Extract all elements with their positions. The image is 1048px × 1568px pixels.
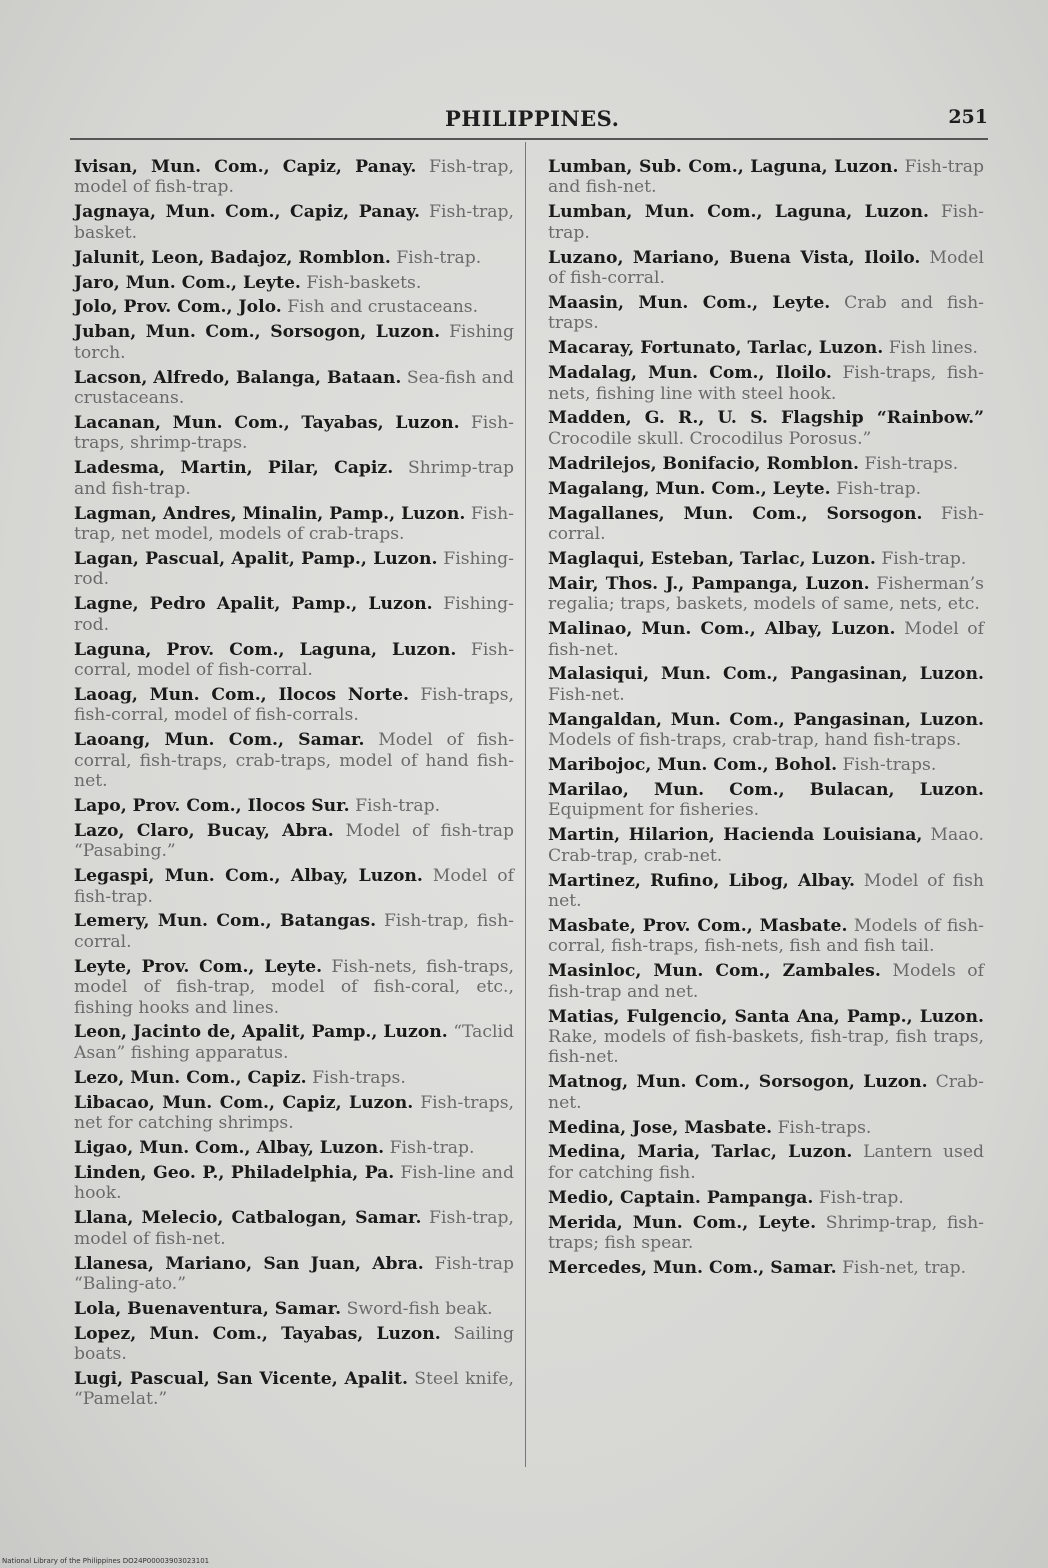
- index-entry: [548, 825, 984, 866]
- index-entry: [74, 1324, 514, 1365]
- index-entry: [548, 961, 984, 1002]
- entry-name: Lazo, Claro, Bucay, Abra.: [74, 820, 334, 841]
- entry-name: Llanesa, Mariano, San Juan, Abra.: [74, 1253, 424, 1274]
- entry-description: Fish-trap.: [818, 1187, 904, 1208]
- scan-credit: National Library of the Philippines DO24P00003903023101: [2, 1557, 210, 1565]
- entry-name: Lopez, Mun. Com., Tayabas, Luzon.: [74, 1323, 441, 1344]
- entry-description: Fish-traps, shrimp-traps.: [74, 412, 514, 454]
- entry-description: Fish-trap, basket.: [74, 202, 514, 243]
- entry-description: Fishing torch.: [74, 322, 514, 363]
- entry-description: Fish-net.: [548, 684, 625, 705]
- entry-description: Models of fish-corral, fish-traps, fish-nets, fish and fish tail.: [548, 915, 984, 957]
- index-entry: [548, 755, 984, 775]
- entry-description: Fish-trap.: [548, 202, 984, 243]
- entry-name: Martinez, Rufino, Libog, Albay.: [548, 870, 856, 891]
- index-entry: [548, 871, 984, 912]
- index-entry: [74, 1022, 514, 1063]
- index-entry: [548, 408, 984, 449]
- left-column: [74, 157, 514, 1414]
- entry-name: Madden, G. R., U. S. Flagship “Rainbow.”: [548, 408, 984, 429]
- entry-name: Maribojoc, Mun. Com., Bohol.: [548, 755, 838, 776]
- entry-name: Lagan, Pascual, Apalit, Pamp., Luzon.: [74, 548, 438, 569]
- entry-name: Lagman, Andres, Minalin, Pamp., Luzon.: [74, 503, 466, 524]
- entry-description: Model of fish net.: [548, 870, 984, 911]
- entry-description: Shrimp-trap, fish-traps; fish spear.: [548, 1212, 984, 1254]
- index-entry: [548, 664, 984, 705]
- entry-description: Fish-traps.: [842, 755, 937, 776]
- index-entry: [74, 248, 514, 268]
- entry-name: Legaspi, Mun. Com., Albay, Luzon.: [74, 866, 423, 887]
- index-entry: [548, 574, 984, 615]
- entry-name: Jagnaya, Mun. Com., Capiz, Panay.: [74, 202, 420, 223]
- entry-description: Model of fish-net.: [548, 619, 984, 660]
- entry-description: Fish-corral, model of fish-corral.: [74, 639, 515, 680]
- entry-name: Medio, Captain. Pampanga.: [548, 1187, 814, 1208]
- entry-name: Merida, Mun. Com., Leyte.: [548, 1212, 817, 1233]
- entry-description: Fish-traps.: [312, 1067, 406, 1088]
- index-entry: [74, 1093, 514, 1134]
- entry-description: Fish-traps, fish-nets, fishing line with steel hook.: [548, 363, 984, 404]
- entry-name: Jaro, Mun. Com., Leyte.: [74, 272, 301, 293]
- index-entry: [74, 957, 514, 1018]
- index-entry: [548, 1007, 984, 1068]
- entry-name: Lagne, Pedro Apalit, Pamp., Luzon.: [74, 594, 433, 615]
- entry-name: Laguna, Prov. Com., Laguna, Luzon.: [74, 639, 457, 660]
- index-entry: [74, 1254, 514, 1295]
- index-entry: [74, 594, 514, 635]
- entry-name: Ladesma, Martin, Pilar, Capiz.: [74, 458, 394, 479]
- entry-name: Linden, Geo. P., Philadelphia, Pa.: [74, 1162, 395, 1183]
- entry-description: Crab and fish-traps.: [548, 292, 984, 334]
- entry-description: Fish-traps, fish-corral, model of fish-corrals.: [74, 684, 514, 726]
- index-entry: [548, 479, 984, 499]
- page-header: [0, 104, 1048, 134]
- entry-description: Fish-traps.: [864, 453, 959, 474]
- entry-name: Mair, Thos. J., Pampanga, Luzon.: [548, 573, 870, 594]
- entry-name: Masbate, Prov. Com., Masbate.: [548, 915, 848, 936]
- running-title: PHILIPPINES.: [445, 106, 620, 131]
- entry-name: Medina, Jose, Masbate.: [548, 1117, 773, 1138]
- entry-name: Leyte, Prov. Com., Leyte.: [74, 956, 323, 977]
- entry-name: Malasiqui, Mun. Com., Pangasinan, Luzon.: [548, 664, 984, 685]
- entry-description: Fish-trap, model of fish-trap.: [74, 157, 515, 198]
- entry-name: Marilao, Mun. Com., Bulacan, Luzon.: [548, 779, 984, 800]
- entry-description: Fish-trap.: [355, 795, 441, 816]
- entry-name: Medina, Maria, Tarlac, Luzon.: [548, 1142, 853, 1163]
- entry-name: Mangaldan, Mun. Com., Pangasinan, Luzon.: [548, 709, 984, 730]
- entry-description: Crab-net.: [548, 1072, 984, 1113]
- index-entry: [548, 619, 984, 660]
- entry-description: Fish lines.: [888, 338, 978, 359]
- entry-description: Model of fish-trap.: [74, 866, 515, 907]
- entry-name: Maglaqui, Esteban, Tarlac, Luzon.: [548, 548, 876, 569]
- entry-name: Maasin, Mun. Com., Leyte.: [548, 292, 831, 313]
- index-entry: [74, 685, 514, 726]
- index-entry: [548, 1072, 984, 1113]
- entry-description: Fish-trap “Baling-ato.”: [74, 1253, 515, 1294]
- entry-description: Sea-fish and crustaceans.: [74, 367, 514, 409]
- entry-description: Fish-trap, net model, models of crab-traps.: [74, 503, 514, 544]
- entry-name: Luzano, Mariano, Buena Vista, Iloilo.: [548, 247, 921, 268]
- entry-description: Fish-traps.: [777, 1117, 872, 1138]
- entry-name: Madrilejos, Bonifacio, Romblon.: [548, 453, 859, 474]
- entry-description: Fish-traps, net for catching shrimps.: [74, 1092, 515, 1134]
- index-entry: [548, 916, 984, 957]
- entry-description: Models of fish-traps, crab-trap, hand fish-traps.: [548, 730, 962, 751]
- index-entry: [548, 1142, 984, 1183]
- entry-name: Libacao, Mun. Com., Capiz, Luzon.: [74, 1092, 414, 1113]
- index-entry: [74, 1208, 514, 1249]
- entry-description: Fish-trap.: [396, 247, 482, 268]
- entry-name: Leon, Jacinto de, Apalit, Pamp., Luzon.: [74, 1022, 448, 1043]
- entry-name: Masinloc, Mun. Com., Zambales.: [548, 961, 881, 982]
- entry-description: Maao. Crab-trap, crab-net.: [548, 825, 984, 866]
- entry-name: Lacson, Alfredo, Balanga, Bataan.: [74, 367, 402, 388]
- index-entry: [74, 1369, 514, 1410]
- entry-name: Mercedes, Mun. Com., Samar.: [548, 1258, 837, 1278]
- index-entry: [548, 338, 984, 358]
- index-entry: [548, 1118, 984, 1138]
- entry-name: Lacanan, Mun. Com., Tayabas, Luzon.: [74, 412, 460, 433]
- index-entry: [548, 710, 984, 751]
- index-entry: [74, 1299, 514, 1319]
- index-entry: [74, 549, 514, 590]
- entry-description: Steel knife, “Pamelat.”: [74, 1369, 514, 1410]
- entry-name: Matnog, Mun. Com., Sorsogon, Luzon.: [548, 1072, 928, 1093]
- index-entry: [548, 293, 984, 334]
- entry-name: Ivisan, Mun. Com., Capiz, Panay.: [74, 157, 417, 177]
- entry-name: Lemery, Mun. Com., Batangas.: [74, 911, 377, 932]
- page-number: 251: [948, 106, 988, 128]
- entry-name: Macaray, Fortunato, Tarlac, Luzon.: [548, 338, 884, 359]
- entry-description: Sailing boats.: [74, 1323, 514, 1365]
- entry-name: Lola, Buenaventura, Samar.: [74, 1298, 342, 1319]
- entry-name: Ligao, Mun. Com., Albay, Luzon.: [74, 1137, 385, 1158]
- index-entry: [74, 413, 514, 454]
- entry-description: Fish-trap.: [836, 478, 922, 499]
- index-entry: [74, 866, 514, 907]
- entry-description: Fish-trap, fish-corral.: [74, 911, 514, 952]
- index-entry: [548, 1258, 984, 1278]
- index-entry: [548, 504, 984, 545]
- entry-description: Model of fish-corral, fish-traps, crab-traps, model of hand fish-net.: [74, 730, 515, 791]
- entry-description: Fishing-rod.: [74, 548, 514, 590]
- index-entry: [548, 549, 984, 569]
- entry-description: Fish-line and hook.: [74, 1162, 514, 1204]
- entry-description: “Taclid Asan” fishing apparatus.: [74, 1022, 514, 1063]
- entry-name: Laoang, Mun. Com., Samar.: [74, 730, 365, 751]
- entry-description: Model of fish-trap “Pasabing.”: [74, 820, 514, 862]
- entry-name: Lumban, Mun. Com., Laguna, Luzon.: [548, 202, 929, 223]
- index-entry: [74, 911, 514, 952]
- entry-description: Fish and crustaceans.: [287, 297, 479, 318]
- index-entry: [548, 780, 984, 821]
- entry-name: Lapo, Prov. Com., Ilocos Sur.: [74, 795, 350, 816]
- index-entry: [74, 322, 514, 363]
- right-column: [548, 157, 984, 1283]
- index-entry: [548, 157, 984, 198]
- entry-description: Fish-trap, model of fish-net.: [74, 1208, 514, 1249]
- index-entry: [74, 796, 514, 816]
- index-entry: [74, 157, 514, 198]
- entry-name: Magalang, Mun. Com., Leyte.: [548, 478, 831, 499]
- entry-name: Malinao, Mun. Com., Albay, Luzon.: [548, 619, 896, 640]
- column-divider: [525, 142, 526, 1467]
- entry-description: Sword-fish beak.: [346, 1298, 493, 1319]
- entry-name: Lezo, Mun. Com., Capiz.: [74, 1067, 307, 1088]
- index-entry: [74, 504, 514, 545]
- index-entry: [74, 821, 514, 862]
- entry-description: Fish-nets, fish-traps, model of fish-trap, model of fish-coral, etc., fishing hooks and lines.: [74, 956, 514, 1018]
- index-entry: [74, 297, 514, 317]
- index-entry: [548, 248, 984, 289]
- entry-name: Laoag, Mun. Com., Ilocos Norte.: [74, 684, 409, 705]
- index-entry: [548, 454, 984, 474]
- entry-description: Rake, models of fish-baskets, fish-trap, fish traps, fish-net.: [548, 1026, 984, 1068]
- entry-name: Lumban, Sub. Com., Laguna, Luzon.: [548, 157, 899, 177]
- index-entry: [74, 1163, 514, 1204]
- index-entry: [74, 273, 514, 293]
- index-entry: [74, 640, 514, 681]
- entry-name: Llana, Melecio, Catbalogan, Samar.: [74, 1208, 422, 1229]
- index-entry: [74, 368, 514, 409]
- entry-description: Fishing-rod.: [74, 594, 514, 635]
- index-entry: [74, 730, 514, 791]
- entry-description: Lantern used for catching fish.: [548, 1142, 985, 1183]
- entry-description: Crocodile skull. Crocodilus Porosus.”: [548, 428, 872, 449]
- entry-description: Models of fish-trap and net.: [548, 961, 984, 1002]
- entry-name: Juban, Mun. Com., Sorsogon, Luzon.: [74, 322, 441, 343]
- entry-description: Fish-trap.: [389, 1137, 475, 1158]
- index-entry: [548, 363, 984, 404]
- entry-description: Fish-trap and fish-net.: [548, 157, 985, 198]
- entry-name: Magallanes, Mun. Com., Sorsogon.: [548, 503, 923, 524]
- entry-description: Fish-trap.: [881, 548, 967, 569]
- index-entry: [74, 1068, 514, 1088]
- header-rule: [70, 138, 988, 140]
- index-entry: [74, 458, 514, 499]
- entry-name: Martin, Hilarion, Hacienda Louisiana,: [548, 825, 923, 846]
- index-entry: [548, 202, 984, 243]
- entry-name: Jolo, Prov. Com., Jolo.: [74, 297, 282, 318]
- entry-description: Shrimp-trap and fish-trap.: [74, 458, 514, 499]
- index-entry: [74, 202, 514, 243]
- entry-name: Jalunit, Leon, Badajoz, Romblon.: [74, 247, 391, 268]
- entry-description: Fish-net, trap.: [842, 1258, 967, 1278]
- entry-name: Matias, Fulgencio, Santa Ana, Pamp., Luzon.: [548, 1006, 984, 1027]
- entry-description: Model of fish-corral.: [548, 247, 984, 289]
- index-entry: [548, 1213, 984, 1254]
- index-entry: [548, 1188, 984, 1208]
- entry-name: Lugi, Pascual, San Vicente, Apalit.: [74, 1369, 408, 1390]
- entry-description: Fish-corral.: [548, 503, 984, 544]
- entry-description: Fish-baskets.: [306, 272, 422, 293]
- entry-name: Madalag, Mun. Com., Iloilo.: [548, 363, 832, 384]
- index-entry: [74, 1138, 514, 1158]
- entry-description: Equipment for fisheries.: [548, 800, 760, 821]
- entry-description: Fisherman’s regalia; traps, baskets, models of same, nets, etc.: [548, 573, 984, 615]
